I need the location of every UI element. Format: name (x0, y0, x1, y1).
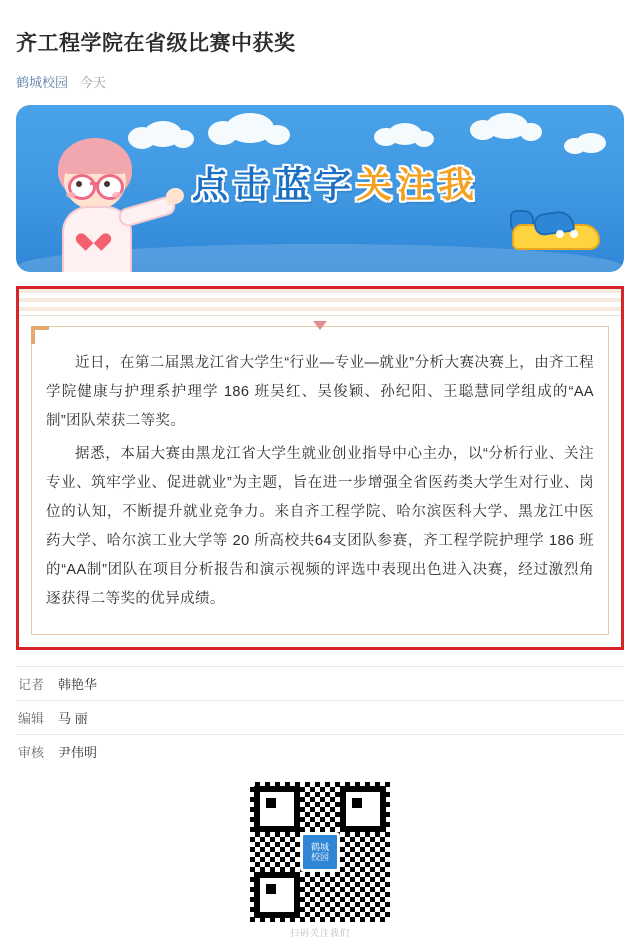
page-title: 齐工程学院在省级比赛中获奖 (16, 32, 296, 56)
qr-code-image[interactable] (250, 782, 390, 922)
content-frame (16, 286, 624, 650)
banner-headline (192, 164, 480, 206)
body-paragraph: 据悉，本届大赛由黑龙江省大学生就业创业指导中心主办，以“分析行业、关注专业、筑牢学业、促进就业”为主题，旨在进一步增强全省医药类大学生对行业、岗位的认知，不断提升就业竞争力。来自齐工程学院、哈尔滨医科大学、黑龙江中医药大学、哈尔滨工业大学等 20 所高校共64支团队参赛，齐工程学院护理学 186 班的“AA制”团队在项目分析报告和演示视频的评选中表现出色进入决赛，经过激烈角逐获得二等奖的优异成绩。 (46, 446, 594, 608)
corner-ornament (31, 326, 49, 344)
qr-logo-line1: 鹤城 (310, 842, 329, 853)
account-name[interactable]: 鹤城校园 (16, 75, 69, 91)
qr-finder-icon (254, 786, 300, 832)
qr-center-logo (300, 832, 340, 872)
article-meta (16, 72, 624, 91)
body-paragraph: 近日，在第二届黑龙江省大学生“行业—专业—就业”分析大赛决赛上，由齐工程学院健康与护理系护理学 186 班吴红、吴俊颖、孙纪阳、王聪慧同学组成的“AA制”团队荣获二等奖。 (46, 355, 594, 430)
credit-label: 记者 (18, 677, 45, 693)
cloud-icon (576, 133, 606, 153)
credit-row-reviewer (16, 734, 624, 768)
credit-value: 韩艳华 (58, 677, 98, 693)
qr-code-section (16, 782, 624, 939)
cloud-icon (486, 113, 528, 139)
qr-finder-icon (254, 872, 300, 918)
credit-row-editor (16, 700, 624, 734)
publish-date: 今天 (80, 75, 107, 91)
qr-caption: 扫码关注我们 (289, 928, 350, 939)
article-page (0, 14, 640, 939)
cloud-icon (226, 113, 274, 143)
credit-value: 马 丽 (58, 711, 88, 727)
credit-value: 尹伟明 (58, 745, 98, 761)
credit-label: 审核 (18, 745, 45, 761)
qr-logo-line2: 校园 (310, 852, 329, 863)
airplane-icon (508, 208, 600, 254)
credit-row-reporter (16, 666, 624, 700)
girl-pointing-icon (44, 122, 174, 272)
cloud-icon (388, 123, 422, 145)
credits-section (16, 666, 624, 768)
qr-finder-icon (340, 786, 386, 832)
banner-text-orange: 关注我 (356, 164, 480, 206)
content-inner-frame (31, 326, 609, 635)
diamond-ornament-icon (313, 321, 327, 330)
banner-text-blue: 点击蓝字 (192, 164, 357, 206)
decorative-stripes (19, 289, 621, 316)
credit-label: 编辑 (18, 711, 45, 727)
promo-banner[interactable] (16, 105, 624, 272)
